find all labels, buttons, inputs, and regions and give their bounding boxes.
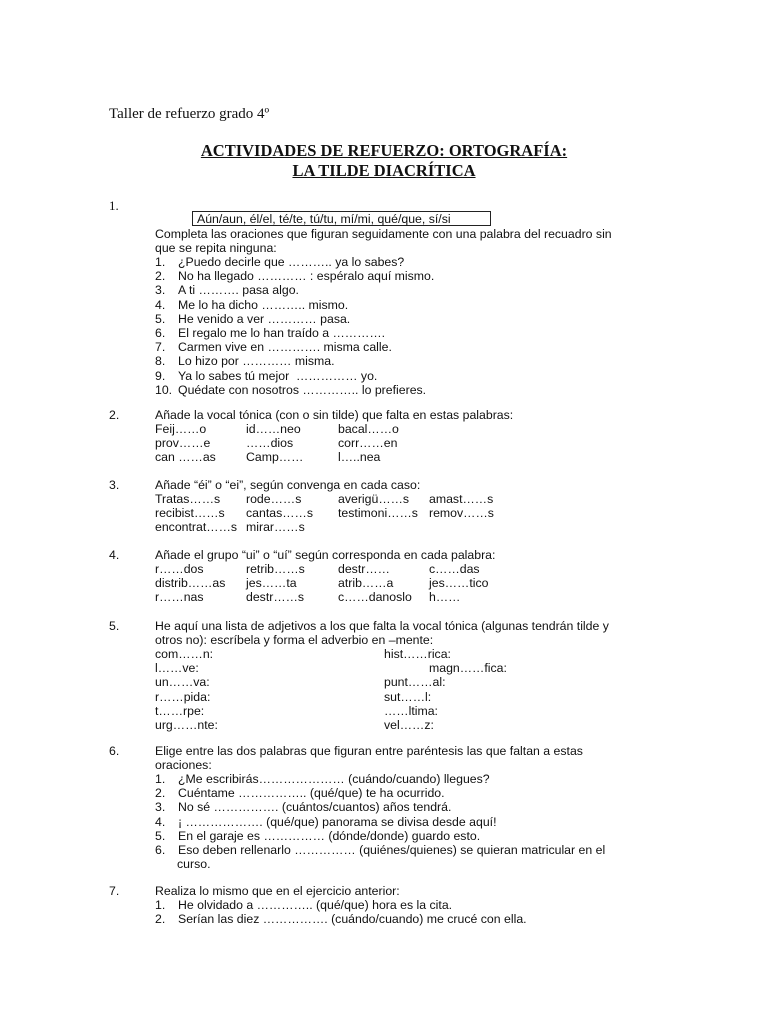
exercise-5-adjective: r……pida: [155,689,211,704]
exercise-2-word: can ……as [155,450,216,465]
exercise-7-item: Serían las diez ……………. (cuándo/cuando) me crucé con ella. [178,912,527,927]
exercise-5-number: 5. [109,619,120,633]
exercise-1-item: A ti ………. pasa algo. [178,283,299,298]
exercise-2-number: 2. [109,408,120,422]
exercise-1-item: Carmen vive en …………. misma calle. [178,340,392,355]
exercise-1-item: No ha llegado ………… : espéralo aquí mismo. [178,269,435,284]
exercise-4-word: r……nas [155,590,204,605]
exercise-6-item-number: 1. [155,772,166,786]
exercise-1-item: El regalo me lo han traído a …………. [178,326,386,340]
exercise-3-number: 3. [109,478,120,492]
exercise-4-word: h…… [429,590,461,605]
exercise-6-item-number: 3. [155,800,166,815]
exercise-5-adjective: hist……rica: [384,647,451,661]
exercise-1-number: 1. [109,198,119,213]
exercise-3-word: mirar……s [246,520,305,535]
exercise-5-adjective: sut……l: [384,689,432,704]
exercise-5-adjective: com……n: [155,647,214,661]
exercise-7-item: He olvidado a ………….. (qué/que) hora es la cita. [178,898,453,912]
exercise-5-adjective: punt……al: [384,675,446,690]
exercise-6-item: Eso deben rellenarlo …………… (quiénes/quienes) se quieran matricular en el [178,843,606,857]
exercise-2-word: corr……en [338,436,398,451]
word-box: Aún/aun, él/el, té/te, tú/tu, mí/mi, qué/que, sí/si [192,211,491,226]
exercise-1-item: Quédate con nosotros ………….. lo prefieres. [178,382,427,397]
exercise-5-adjective: t……rpe: [155,703,205,718]
exercise-6-instruction-line2: oraciones: [155,758,212,772]
exercise-1-item: Ya lo sabes tú mejor …………… yo. [178,368,378,383]
exercise-3-word: recibist……s [155,506,225,521]
exercise-6-item: Cuéntame …………….. (qué/que) te ha ocurrido. [178,786,445,801]
exercise-3-word: averigü……s [338,492,410,506]
exercise-5-adjective: un……va: [155,675,210,690]
exercise-7-number: 7. [109,884,120,898]
exercise-2-word: bacal……o [338,422,399,436]
exercise-7-instruction: Realiza lo mismo que en el ejercicio anterior: [155,884,400,898]
exercise-4-word: distrib……as [155,576,226,591]
exercise-1-item-number: 10. [155,382,173,397]
exercise-4-word: r……dos [155,562,204,576]
exercise-4-word: c……danoslo [338,590,412,605]
exercise-2-word: Feij……o [155,422,207,436]
exercise-1-item-number: 2. [155,269,166,284]
exercise-6-item: En el garaje es …………… (dónde/donde) guardo esto. [178,828,481,843]
exercise-1-item-number: 8. [155,354,166,369]
exercise-4-word: destr……s [246,590,305,605]
header-text: Taller de refuerzo grado 4º [109,106,270,122]
exercise-6-item-number: 6. [155,843,166,857]
exercise-1-item-number: 6. [155,326,166,340]
exercise-2-word: Camp…… [246,450,304,465]
exercise-6-item-6-continuation: curso. [177,857,211,871]
exercise-6-number: 6. [109,744,120,758]
exercise-1-item-number: 7. [155,340,166,355]
exercise-6-item-number: 4. [155,814,166,829]
page-title-line2: LA TILDE DIACRÍTICA [292,161,476,180]
exercise-5-adjective: vel……z: [384,718,434,732]
exercise-3-word: Tratas……s [155,492,221,506]
exercise-4-word: c……das [429,562,480,576]
exercise-4-instruction: Añade el grupo “ui” o “uí” según corresponda en cada palabra: [155,548,496,562]
exercise-6-item: No sé ……………. (cuántos/cuantos) años tendrá. [178,800,452,815]
exercise-3-word: cantas……s [246,506,313,521]
exercise-3-word: remov……s [429,506,494,521]
exercise-5-adjective: urg……nte: [155,718,218,732]
exercise-5-instruction-line1: He aquí una lista de adjetivos a los que falta la vocal tónica (algunas tendrán tilde y [155,619,609,633]
exercise-6-item-number: 2. [155,786,166,801]
exercise-1-item: ¿Puedo decirle que ……….. ya lo sabes? [178,255,405,269]
exercise-5-adjective: l……ve: [155,661,199,676]
exercise-2-instruction: Añade la vocal tónica (con o sin tilde) que falta en estas palabras: [155,408,514,422]
exercise-1-instruction-line1: Completa las oraciones que figuran seguidamente con una palabra del recuadro sin [155,227,612,241]
exercise-6-item: ¿Me escribirás………………… (cuándo/cuando) llegues? [178,772,490,786]
exercise-5-instruction-line2: otros no): escríbela y forma el adverbio en –mente: [155,633,434,647]
exercise-2-word: id……neo [246,422,301,436]
exercise-2-word: ……dios [246,436,294,451]
exercise-4-word: jes……ta [246,576,297,591]
page-title-line1: ACTIVIDADES DE REFUERZO: ORTOGRAFÍA: [200,141,568,160]
exercise-2-word: prov……e [155,436,211,451]
exercise-7-item-number: 2. [155,912,166,927]
exercise-3-word: rode……s [246,492,302,506]
exercise-1-instruction-line2: que se repita ninguna: [155,241,277,255]
exercise-7-item-number: 1. [155,898,166,912]
exercise-5-adjective: magn……fica: [429,661,507,676]
exercise-6-item-number: 5. [155,828,166,843]
exercise-1-item-number: 9. [155,368,166,383]
exercise-3-word: testimoni……s [338,506,418,521]
exercise-1-item-number: 1. [155,255,166,269]
exercise-3-instruction: Añade “éi” o “ei”, según convenga en cada caso: [155,478,421,492]
exercise-4-word: jes……tico [429,576,489,591]
exercise-1-item: Lo hizo por ………… misma. [178,354,335,369]
exercise-3-word: amast……s [429,492,494,506]
exercise-1-item: Me lo ha dicho ……….. mismo. [178,297,349,312]
exercise-4-word: destr…… [338,562,390,576]
exercise-1-item: He venido a ver ………… pasa. [178,311,351,326]
exercise-1-item-number: 5. [155,311,166,326]
exercise-3-word: encontrat……s [155,520,238,535]
exercise-1-item-number: 4. [155,297,166,312]
exercise-4-number: 4. [109,548,120,562]
exercise-6-item: ¡ ………………. (qué/que) panorama se divisa desde aquí! [178,814,497,829]
exercise-6-instruction-line1: Elige entre las dos palabras que figuran entre paréntesis las que faltan a estas [155,744,583,758]
exercise-4-word: atrib……a [338,576,394,591]
exercise-5-adjective: ……ltima: [384,703,438,718]
exercise-2-word: l…..nea [338,450,381,465]
exercise-1-item-number: 3. [155,283,166,298]
exercise-4-word: retrib……s [246,562,305,576]
